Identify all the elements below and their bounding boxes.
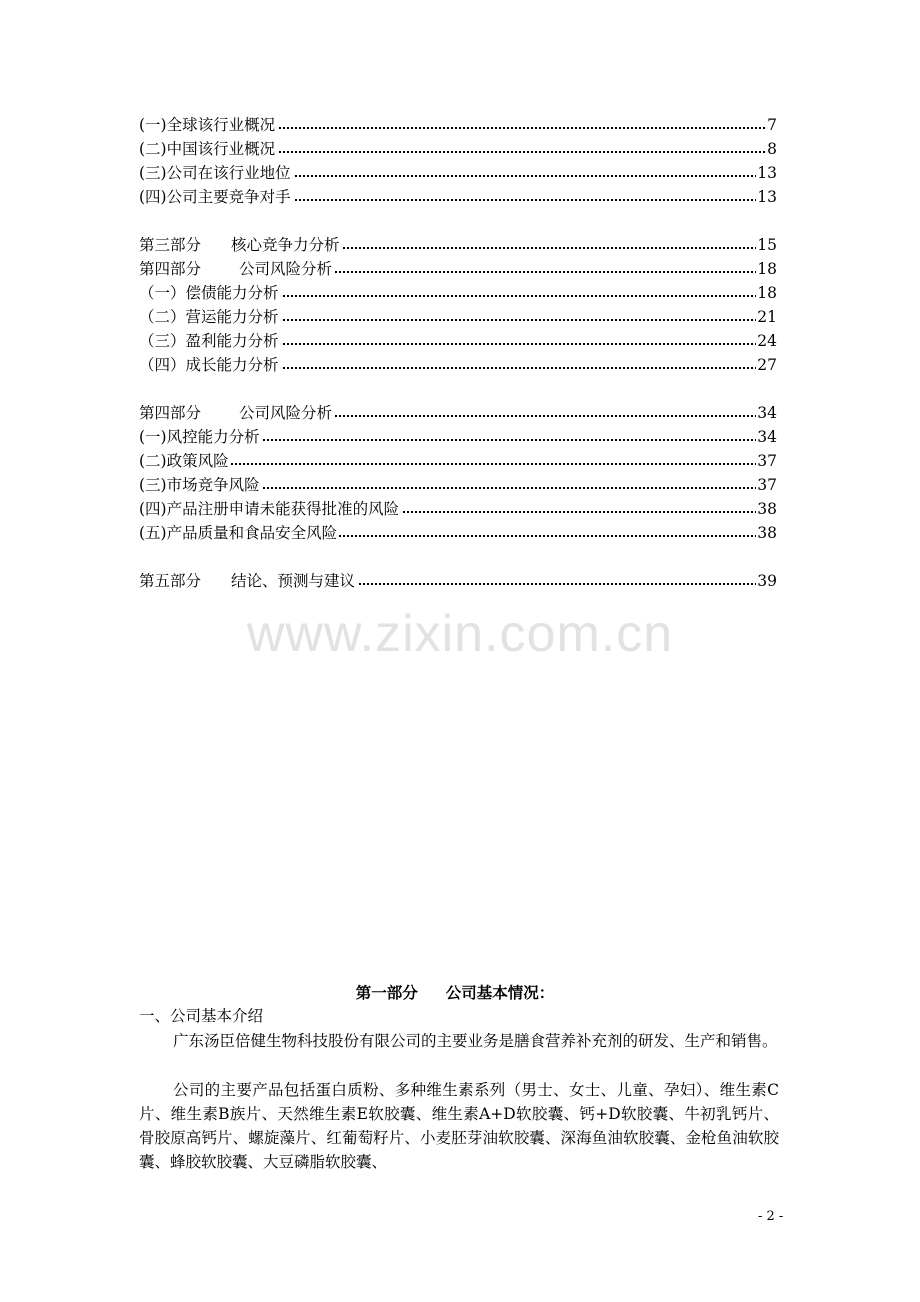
- subheading: 一、公司基本介绍: [139, 1007, 264, 1025]
- toc-part-title: 结论、预测与建议: [231, 572, 356, 590]
- toc-part-title: 公司风险分析: [239, 404, 333, 422]
- toc-part-entry[interactable]: 第五部分 结论、预测与建议 39: [139, 572, 777, 590]
- toc-part-label: 第四部分: [139, 404, 202, 422]
- watermark: www.zixin.com.cn: [246, 605, 674, 663]
- toc-entry[interactable]: （三）盈利能力分析 24: [139, 332, 777, 350]
- toc-entry[interactable]: (五)产品质量和食品安全风险 38: [139, 524, 777, 542]
- toc-entry[interactable]: (四)产品注册申请未能获得批准的风险 38: [139, 500, 777, 518]
- toc-entry[interactable]: (三)公司在该行业地位 13: [139, 164, 777, 182]
- toc-entry[interactable]: (一)全球该行业概况 7: [139, 116, 777, 134]
- toc-entry[interactable]: （二）营运能力分析 21: [139, 308, 777, 326]
- toc-entry[interactable]: （一）偿债能力分析 18: [139, 284, 777, 302]
- toc-part-entry[interactable]: 第四部分 公司风险分析 18: [139, 260, 777, 278]
- section-title: [0, 982, 910, 1004]
- toc-part-label: 第五部分: [139, 572, 202, 590]
- toc-entry[interactable]: (三)市场竞争风险 37: [139, 476, 777, 494]
- toc-entry[interactable]: (一)风控能力分析 34: [139, 428, 777, 446]
- section-part-label: 第一部分: [355, 983, 418, 1002]
- toc-part-label: 第三部分: [139, 236, 202, 254]
- toc-part-entry[interactable]: 第四部分 公司风险分析 34: [139, 404, 777, 422]
- toc-part-title: 公司风险分析: [239, 260, 333, 278]
- page-number: - 2 -: [758, 1209, 784, 1224]
- section-heading: 公司基本情况：: [445, 983, 555, 1002]
- body-paragraph: 广东汤臣倍健生物科技股份有限公司的主要业务是膳食营养补充剂的研发、生产和销售。: [173, 1032, 778, 1050]
- body-paragraph: 公司的主要产品包括蛋白质粉、多种维生素系列（男士、女士、儿童、孕妇）、维生素C片、维生素B族片、天然维生素E软胶囊、维生素A+D软胶囊、钙+D软胶囊、牛初乳钙片、骨胶原高钙片、螺旋藻片、红葡萄籽片、小麦胚芽油软胶囊、深海鱼油软胶囊、金枪鱼油软胶囊、蜂胶软胶囊、大豆磷脂软胶囊、: [139, 1081, 779, 1171]
- toc-entry[interactable]: (二)中国该行业概况 8: [139, 140, 777, 158]
- toc-part-entry[interactable]: 第三部分 核心竞争力分析 15: [139, 236, 777, 254]
- toc-entry[interactable]: （四）成长能力分析 27: [139, 356, 777, 374]
- toc-part-label: 第四部分: [139, 260, 202, 278]
- toc-entry[interactable]: (二)政策风险 37: [139, 452, 777, 470]
- toc-part-title: 核心竞争力分析: [231, 236, 340, 254]
- toc-entry[interactable]: (四)公司主要竞争对手 13: [139, 188, 777, 206]
